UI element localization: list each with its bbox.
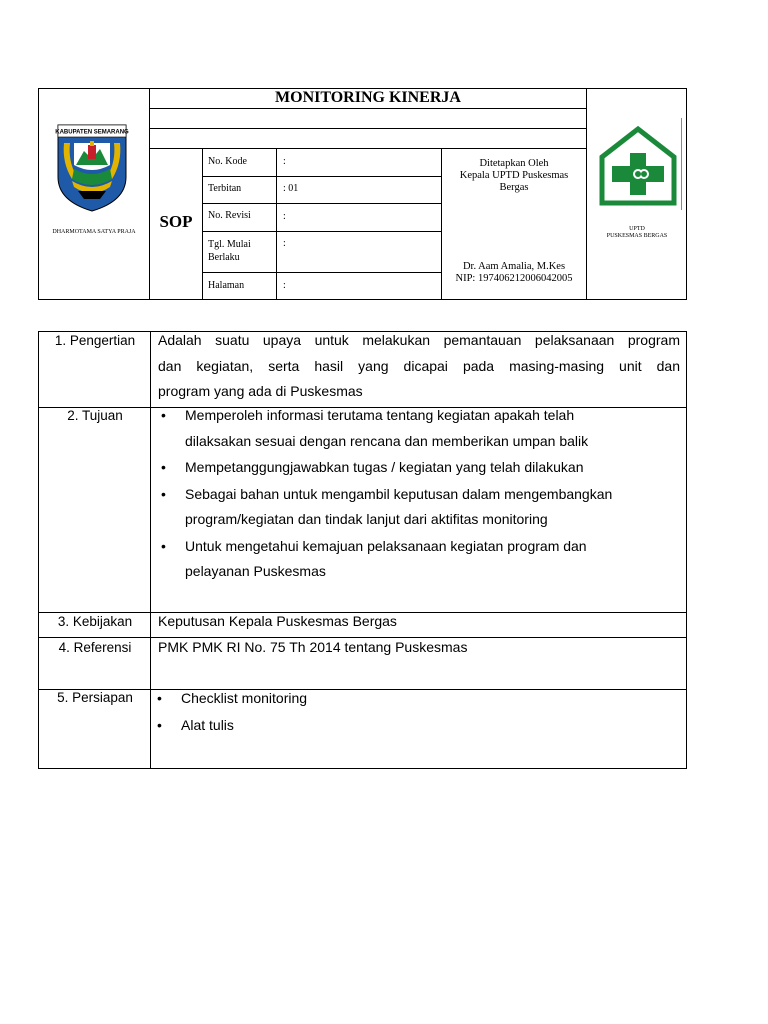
set-by-block (442, 158, 586, 194)
bullet-icon: • (161, 459, 166, 475)
meta-label-tgl-line1: Tgl. Mulai (208, 239, 251, 250)
meta-value-halaman: : (283, 280, 286, 291)
pengertian-line: program yang ada di Puskesmas (158, 383, 363, 399)
list-item: • Mempetanggungjawabkan tugas / kegiatan yang telah dilakukan (157, 455, 682, 481)
signer-nip: NIP: 197406212006042005 (455, 273, 573, 284)
meta-value-revisi: : (283, 211, 286, 222)
signer-block (442, 261, 586, 285)
sop-label: SOP (159, 212, 193, 231)
list-item: • Checklist monitoring (153, 686, 678, 712)
meta-label-tgl-line2: Berlaku (208, 252, 240, 263)
list-item: • Alat tulis (153, 713, 678, 739)
referensi-text: PMK PMK RI No. 75 Th 2014 tentang Puskesmas (158, 639, 468, 655)
meta-label-halaman: Halaman (208, 280, 245, 291)
pengertian-line: dan kegiatan, serta hasil yang dicapai pada masing-masing unit dan (158, 357, 680, 374)
meta-label-kode: No. Kode (208, 156, 247, 167)
uptd-line2: PUSKESMAS BERGAS (606, 233, 668, 239)
list-item: • Memperoleh informasi terutama tentang kegiatan apakah telah dilaksakan sesuai dengan rencana dan memberikan umpan balik (157, 403, 682, 454)
emblem-banner-text: KABUPATEN SEMARANG (55, 129, 129, 136)
document-title: MONITORING KINERJA (275, 89, 461, 106)
bullet-icon: • (161, 407, 166, 423)
emblem-motto: DHARMOTAMA SATYA PRAJA (52, 229, 136, 235)
tujuan-list (157, 403, 682, 585)
label-pengertian: 1. Pengertian (54, 333, 136, 348)
bullet-icon: • (161, 537, 166, 554)
bullet-icon: • (161, 485, 166, 502)
set-by-line2: Kepala UPTD Puskesmas (459, 170, 569, 181)
label-referensi: 4. Referensi (58, 640, 132, 655)
set-by-line1: Ditetapkan Oleh (479, 158, 549, 169)
label-persiapan: 5. Persiapan (57, 690, 133, 705)
bullet-icon: • (157, 716, 162, 733)
list-item: • Untuk mengetahui kemajuan pelaksanaan kegiatan program dan pelayanan Puskesmas (157, 534, 682, 585)
uptd-line1: UPTD (629, 226, 645, 232)
meta-value-tgl: : (283, 238, 286, 249)
kabupaten-semarang-emblem-icon (54, 121, 130, 213)
uptd-label (588, 226, 686, 240)
meta-value-kode: : (283, 156, 286, 167)
meta-value-terbitan: : 01 (283, 183, 299, 194)
pengertian-text (158, 328, 680, 405)
pengertian-line: Adalah suatu upaya untuk melakukan pemantauan pelaksanaan program (158, 332, 680, 348)
meta-label-revisi: No. Revisi (208, 210, 251, 221)
list-item: • Sebagai bahan untuk mengambil keputusan dalam mengembangkan program/kegiatan dan tindak lanjut dari aktifitas monitoring (157, 482, 682, 533)
puskesmas-logo-icon (598, 123, 678, 207)
persiapan-list (153, 686, 678, 738)
bullet-icon: • (157, 690, 162, 706)
label-kebijakan: 3. Kebijakan (57, 614, 133, 629)
signer-name: Dr. Aam Amalia, M.Kes (462, 261, 566, 272)
kebijakan-text: Keputusan Kepala Puskesmas Bergas (158, 613, 397, 629)
label-tujuan: 2. Tujuan (67, 408, 123, 423)
set-by-line3: Bergas (499, 182, 529, 193)
meta-label-terbitan: Terbitan (208, 183, 242, 194)
